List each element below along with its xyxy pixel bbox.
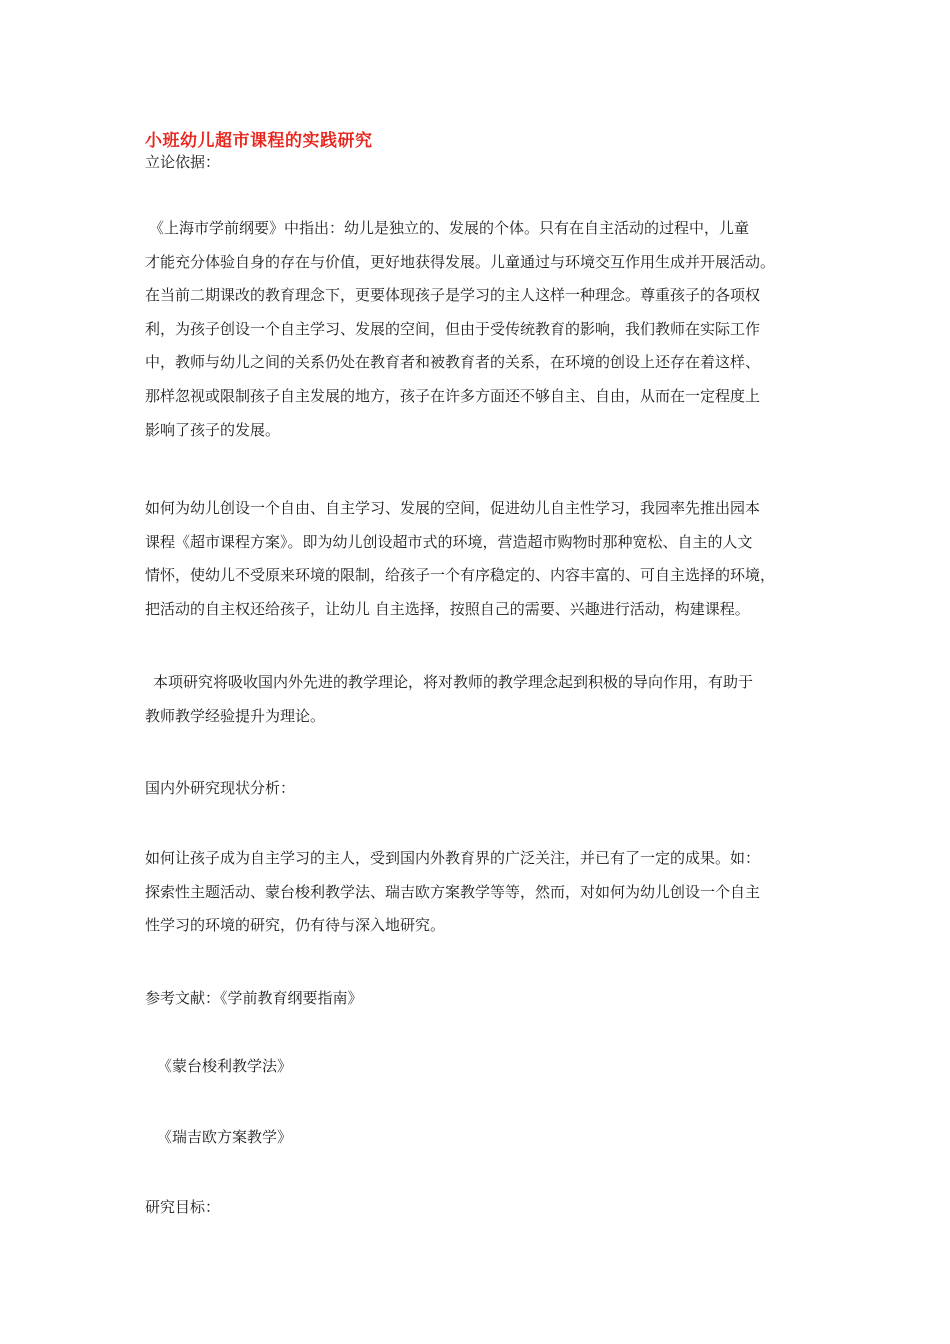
paragraph-status <box>145 842 815 943</box>
paragraph-line: 如何让孩子成为自主学习的主人，受到国内外教育界的广泛关注，并已有了一定的成果。如： <box>145 849 761 867</box>
paragraph-line: 才能充分体验自身的存在与价值，更好地获得发展。儿童通过与环境交互作用生成并开展活动。 <box>145 252 776 271</box>
paragraph-basis-3 <box>145 666 815 733</box>
paragraph-line: 中，教师与幼儿之间的关系仍处在教育者和被教育者的关系，在环境的创设上还存在着这样、 <box>145 353 761 372</box>
paragraph-line: 性学习的环境的研究，仍有待与深入地研究。 <box>145 916 446 935</box>
paragraph-line: 影响了孩子的发展。 <box>145 420 281 439</box>
paragraph-line: 在当前二期课改的教育理念下，更要体现孩子是学习的主人这样一种理念。尊重孩子的各项权 <box>145 286 761 305</box>
paragraph-line: 如何为幼儿创设一个自由、自主学习、发展的空间，促进幼儿自主性学习，我园率先推出园本 <box>145 499 761 517</box>
reference-item: 《瑞吉欧方案教学》 <box>157 1128 293 1146</box>
paragraph-line: 课程《超市课程方案》。即为幼儿创设超市式的环境，营造超市购物时那种宽松、自主的人文 <box>145 532 753 551</box>
paragraph-line: 那样忽视或限制孩子自主发展的地方，孩子在许多方面还不够自主、自由，从而在一定程度上 <box>145 386 761 405</box>
paragraph-line: 本项研究将吸收国内外先进的教学理论，将对教师的教学理念起到积极的导向作用，有助于 <box>153 673 754 691</box>
document-title: 小班幼儿超市课程的实践研究 <box>145 131 373 151</box>
paragraph-line: 探索性主题活动、蒙台梭利教学法、瑞吉欧方案教学等等，然而，对如何为幼儿创设一个自主 <box>145 882 761 901</box>
section-heading-goals: 研究目标： <box>145 1198 221 1216</box>
paragraph-line: 教师教学经验提升为理论。 <box>145 706 326 725</box>
references-heading: 参考文献：《学前教育纲要指南》 <box>145 989 363 1007</box>
paragraph-line: 把活动的自主权还给孩子，让幼儿 自主选择，按照自己的需要、兴趣进行活动，构建课程。 <box>145 599 750 618</box>
section-heading-basis: 立论依据： <box>145 153 221 171</box>
section-heading-status: 国内外研究现状分析： <box>145 779 296 797</box>
paragraph-line: 利，为孩子创设一个自主学习、发展的空间，但由于受传统教育的影响，我们教师在实际工作 <box>145 319 761 338</box>
paragraph-line: 情怀，使幼儿不受原来环境的限制，给孩子一个有序稳定的、内容丰富的、可自主选择的环境， <box>145 566 776 585</box>
reference-item: 《蒙台梭利教学法》 <box>157 1057 293 1075</box>
paragraph-basis-1 <box>145 212 815 447</box>
paragraph-basis-2 <box>145 492 815 626</box>
paragraph-line: 《上海市学前纲要》中指出：幼儿是独立的、发展的个体。只有在自主活动的过程中，儿童 <box>149 219 750 237</box>
